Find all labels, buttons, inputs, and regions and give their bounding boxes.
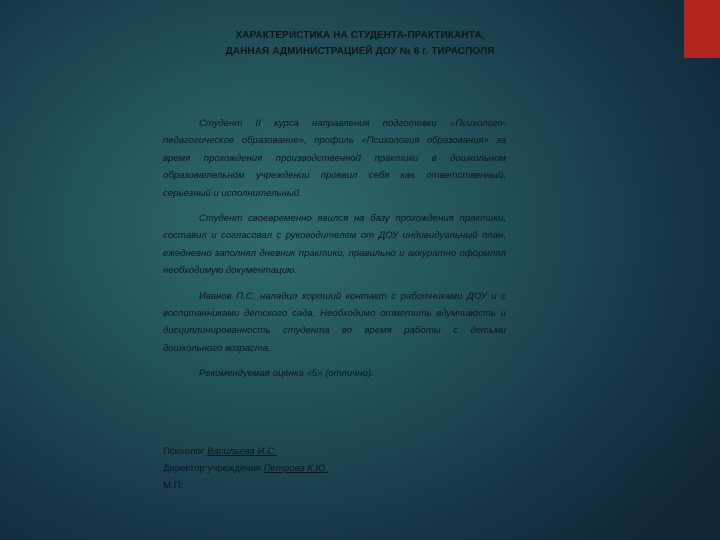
psychologist-name: Васильева И.С. bbox=[207, 446, 277, 457]
signature-block bbox=[163, 443, 328, 494]
characteristic-body bbox=[163, 115, 506, 383]
psychologist-signature bbox=[163, 443, 328, 460]
director-label: Директор учреждения bbox=[163, 463, 262, 474]
title-line-1: ХАРАКТЕРИСТИКА НА СТУДЕНТА-ПРАКТИКАНТА, bbox=[235, 30, 485, 41]
paragraph-student-profile: Студент II курса направления подготовки «Психолого-педагогическое образование», профиль «Психология образования» за время прохождения производственной практики в дошкольном образовательном учреждении проявил себя как ответственный, серьезный и исполнительный. bbox=[163, 118, 506, 199]
paragraph-recommended-grade: Рекомендуемая оценка «5» (отлично). bbox=[199, 368, 374, 380]
stamp-place: М.П. bbox=[163, 480, 184, 491]
psychologist-label: Психолог bbox=[163, 446, 205, 457]
red-accent-bar bbox=[684, 0, 720, 58]
document-title bbox=[150, 28, 570, 60]
director-signature bbox=[163, 460, 328, 477]
paragraph-practice-duties: Студент своевременно явился на базу прохождения практики, составил и согласовал с руководителем от ДОУ индивидуальный план, ежедневно заполнял дневник практики, правильно и аккуратно оформлял необходимую документацию. bbox=[163, 213, 506, 277]
title-line-2: ДАННАЯ АДМИНИСТРАЦИЕЙ ДОУ № 6 г. ТИРАСПОЛЯ bbox=[225, 46, 495, 57]
director-name: Петрова К.Ю. bbox=[263, 463, 329, 474]
paragraph-contact: Иванов П.С. наладил хороший контакт с работниками ДОУ и с воспитанниками детского сада. Необходимо отметить вдумчивость и дисциплинированность студента во время работы с детьми дошкольного возраста. bbox=[163, 290, 506, 354]
